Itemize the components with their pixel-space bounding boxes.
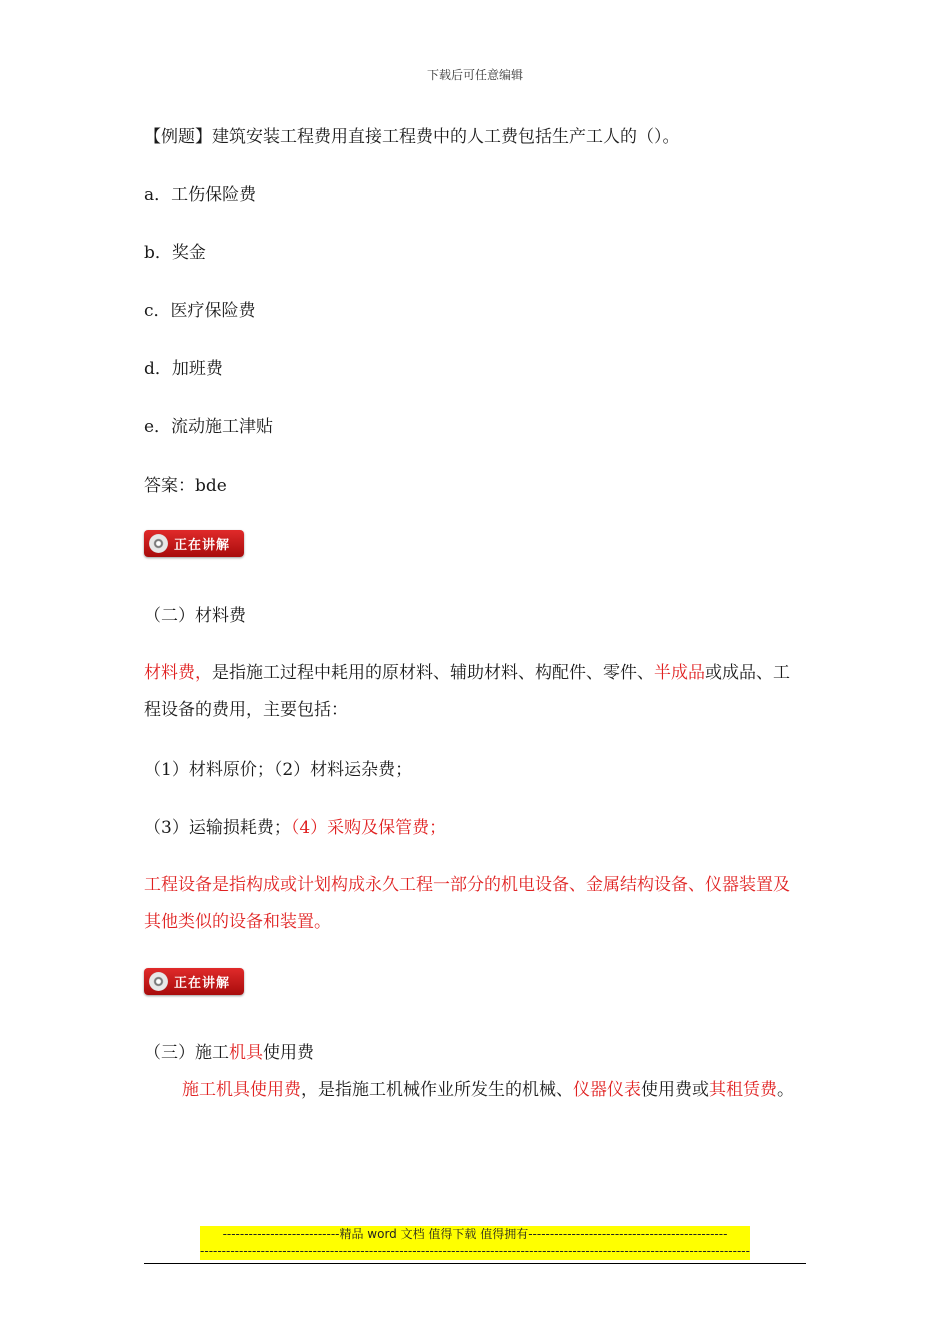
option-d: d．加班费 (144, 359, 223, 379)
definition-text-2: 或成品、工程设备的费用，主要包括： (144, 663, 790, 720)
material-definition (144, 655, 806, 729)
section-3-heading (144, 1042, 314, 1064)
machinery-highlight-1: 仪器仪表 (573, 1080, 641, 1100)
answer: 答案：bde (144, 476, 227, 496)
badge-label: 正在讲解 (174, 538, 231, 553)
disc-icon (149, 972, 168, 991)
disc-icon (149, 534, 168, 553)
machinery-definition (144, 1072, 806, 1109)
section-2-heading: （二）材料费 (144, 606, 246, 626)
list-item-3: （3）运输损耗费； (144, 818, 291, 838)
option-e: e．流动施工津贴 (144, 417, 274, 437)
material-list-1: （1）材料原价；（2）材料运杂费； (144, 760, 413, 780)
material-list-2 (144, 817, 446, 839)
equipment-definition: 工程设备是指构成或计划构成永久工程一部分的机电设备、金属结构设备、仪器装置及其他类似的设备和装置。 (144, 875, 790, 932)
badge-label: 正在讲解 (174, 976, 231, 991)
footer-line-2: ------------------------------------------------------------------------------------------------------------------------------- (200, 1244, 750, 1258)
option-a: a．工伤保险费 (144, 185, 257, 205)
heading-part-2: 使用费 (263, 1043, 314, 1063)
machinery-text-1: ，是指施工机械作业所发生的机械、 (301, 1080, 573, 1100)
heading-part-1: （三）施工 (144, 1043, 229, 1063)
machinery-term: 施工机具使用费 (182, 1080, 301, 1100)
question-stem: 【例题】建筑安装工程费用直接工程费中的人工费包括生产工人的（）。 (144, 127, 680, 147)
option-c: c．医疗保险费 (144, 301, 256, 321)
machinery-text-2: 使用费或 (641, 1080, 709, 1100)
definition-text-1: 是指施工过程中耗用的原材料、辅助材料、构配件、零件、 (212, 663, 654, 683)
machinery-text-3: 。 (777, 1080, 794, 1100)
footer-line-1: ---------------------------精品 word 文档 值得下载 值得拥有---------------------------------------------- (222, 1227, 728, 1241)
heading-highlight: 机具 (229, 1043, 263, 1063)
list-item-4: （4）采购及保管费； (290, 818, 447, 838)
definition-term: 材料费， (144, 663, 212, 683)
machinery-highlight-2: 其租赁费 (709, 1080, 777, 1100)
lecture-badge-2[interactable] (144, 968, 244, 995)
footer-banner (200, 1226, 750, 1260)
option-b: b．奖金 (144, 243, 206, 263)
page-header: 下载后可任意编辑 (426, 68, 523, 82)
lecture-badge-1[interactable] (144, 530, 244, 557)
footer-rule (144, 1263, 806, 1264)
definition-highlight: 半成品 (654, 663, 705, 683)
